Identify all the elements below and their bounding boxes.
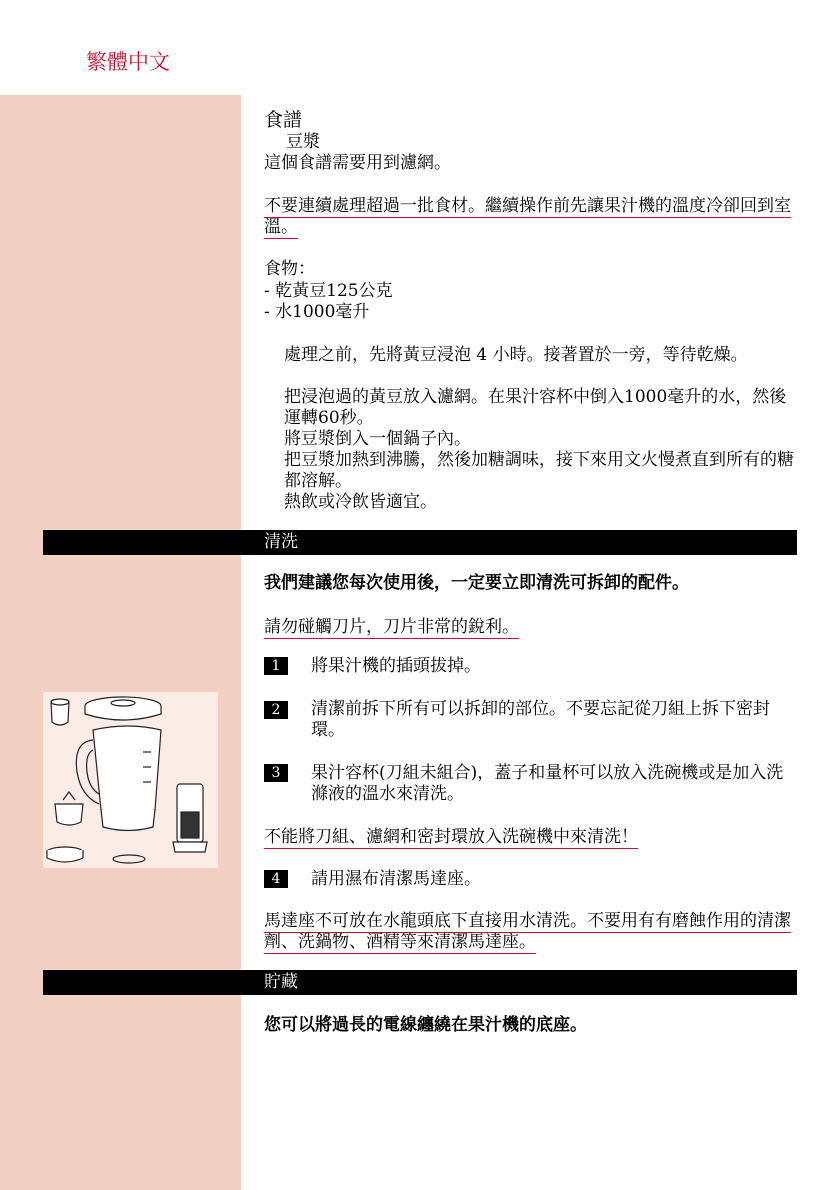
ingredient-item: - 水1000毫升 — [264, 302, 370, 322]
recipe-step: 把浸泡過的黃豆放入濾網。在果汁容杯中倒入1000毫升的水，然後運轉60秒。 — [284, 387, 787, 428]
step-number: 4 — [264, 870, 288, 888]
recipe-step: 處理之前，先將黃豆浸泡 4 小時。接著置於一旁，等待乾燥。 — [284, 345, 748, 365]
cleaning-warning-blade: 請勿碰觸刀片，刀片非常的銳利。 — [264, 617, 519, 637]
cleaning-step: 果汁容杯(刀組未組合)，蓋子和量杯可以放入洗碗機或是加入洗滌液的溫水來清洗。 — [311, 763, 784, 804]
blender-parts-drawing — [43, 692, 218, 868]
cleaning-step: 請用濕布清潔馬達座。 — [311, 869, 481, 889]
cleaning-step: 將果汁機的插頭拔掉。 — [311, 656, 481, 676]
cleaning-step: 清潔前拆下所有可以拆卸的部位。不要忘記從刀組上拆下密封環。 — [311, 699, 770, 740]
section-bar-cleaning — [43, 530, 797, 555]
ingredients-label: 食物： — [264, 259, 315, 279]
recipe-intro: 這個食譜需要用到濾網。 — [264, 153, 451, 173]
cleaning-intro: 我們建議您每次使用後，一定要立即清洗可拆卸的配件。 — [264, 573, 689, 593]
step-number: 3 — [264, 764, 288, 782]
cleaning-warning-motor: 馬達座不可放在水龍頭底下直接用水清洗。不要用有有磨蝕作用的清潔劑、洗鍋物、酒精等來清潔馬達座。 — [264, 911, 791, 952]
section-title-storage: 貯藏 — [264, 972, 298, 992]
blender-parts-illustration — [43, 692, 218, 868]
step-number: 1 — [264, 657, 288, 675]
section-title-cleaning: 清洗 — [264, 532, 298, 552]
step-number: 2 — [264, 701, 288, 719]
recipe-subtitle: 豆漿 — [286, 132, 320, 152]
storage-text: 您可以將過長的電線纏繞在果汁機的底座。 — [264, 1015, 587, 1035]
recipe-step: 把豆漿加熱到沸騰，然後加糖調味，接下來用文火慢煮直到所有的糖都溶解。 — [284, 450, 794, 491]
recipe-warning: 不要連續處理超過一批食材。繼續操作前先讓果汁機的溫度冷卻回到室溫。 — [264, 196, 791, 237]
ingredient-item: - 乾黃豆125公克 — [264, 281, 393, 301]
recipe-title: 食譜 — [264, 109, 303, 131]
recipe-step: 熱飲或冷飲皆適宜。 — [284, 492, 437, 512]
sidebar-band — [0, 95, 241, 1190]
recipe-step: 將豆漿倒入一個鍋子內。 — [284, 429, 471, 449]
language-label: 繁體中文 — [86, 50, 170, 74]
section-bar-storage — [43, 970, 797, 995]
cleaning-warning-dishwasher: 不能將刀組、濾網和密封環放入洗碗機中來清洗！ — [264, 827, 638, 847]
